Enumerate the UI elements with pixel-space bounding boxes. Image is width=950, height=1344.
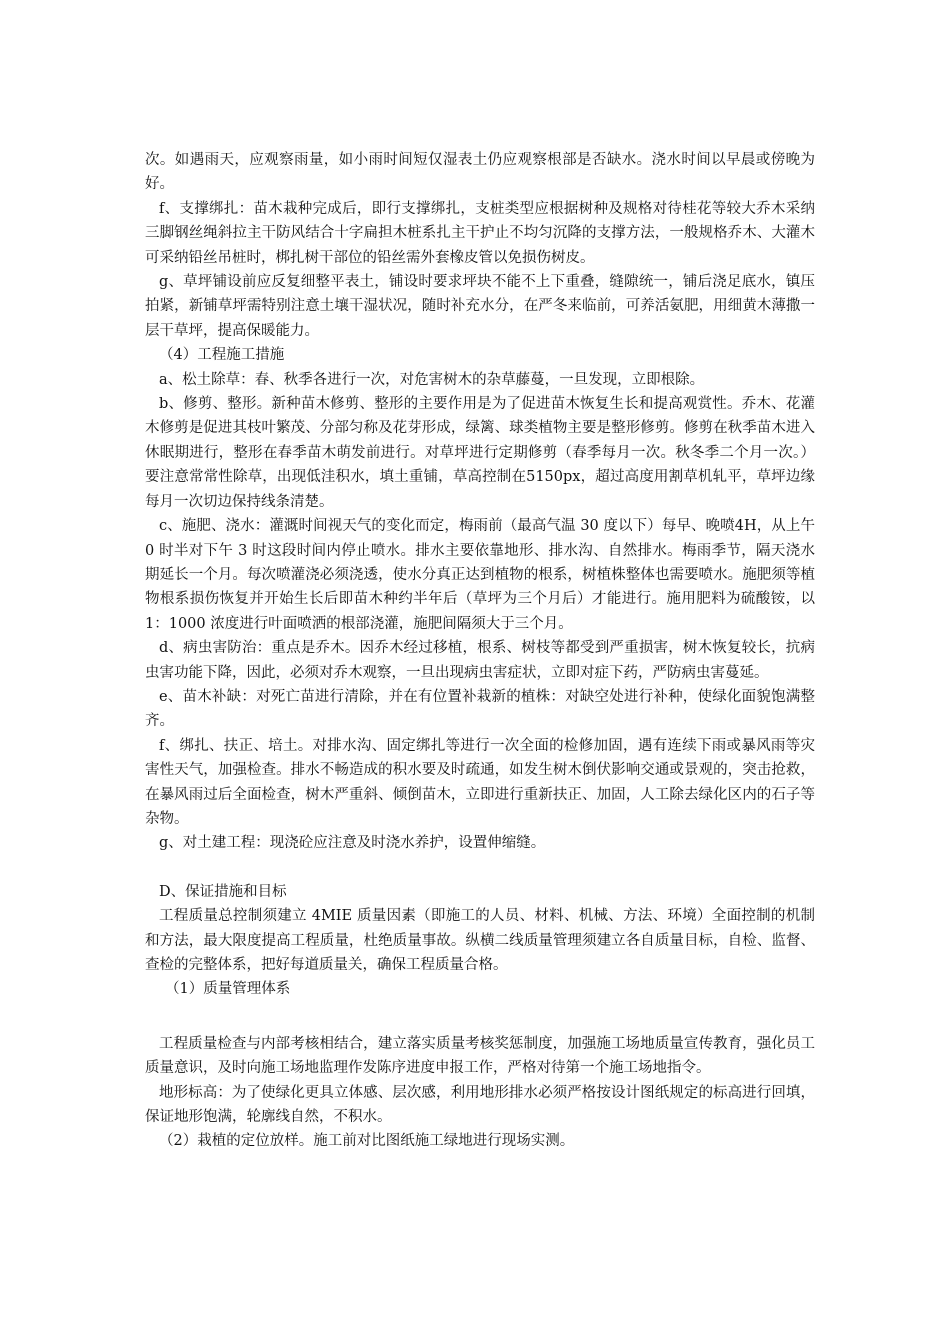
paragraph-quality-inspection: 工程质量检查与内部考核相结合，建立落实质量考核奖惩制度，加强施工场地质量宣传教育，强化员工质量意识，及时向施工场地监理作发陈序进度申报工作，严格对待第一个施工场地指令。 [145, 1035, 815, 1077]
paragraph-pest-control: d、病虫害防治：重点是乔木。因乔木经过移植，根系、树枝等都受到严重损害，树木恢复较长，抗病虫害功能下降，因此，必须对乔木观察，一旦出现病虫害症状，立即对症下药，严防病虫害蔓延。 [145, 640, 815, 681]
paragraph-fertilizing-watering: c、施肥、浇水：灌溉时间视天气的变化而定，梅雨前（最高气温 30 度以下）每早、晚喷4H，从上午 0 时半对下午 3 时这段时间内停止喷水。排水主要依靠地形、排水沟、自然排水。梅雨季节，隔天浇水期延长一个月。每次喷灌浇必须浇透，使水分真正达到植物的根系，树植株整体也需要喷水。施肥须等植物根系损伤恢复并开始生长后即苗木种约半年后（草坪为三个月后）才能进行。施用肥料为硫酸铵，以 1：1000 浓度进行叶面喷洒的根部浇灌，施肥间隔须大于三个月。 [145, 518, 815, 632]
paragraph-pruning: b、修剪、整形。新种苗木修剪、整形的主要作用是为了促进苗木恢复生长和提高观赏性。乔木、花灌木修剪是促进其枝叶繁茂、分部匀称及花芽形成，绿篱、球类植物主要是整形修剪。修剪在秋季苗木进入休眠期进行，整形在春季苗木萌发前进行。对草坪进行定期修剪（春季每月一次。秋冬季二个月一次。）要注意常常性除草，出现低洼积水，填土重铺，草高控制在5150px，超过高度用割草机轧平，草坪边缘每月一次切边保持线条清楚。 [145, 396, 815, 510]
paragraph-binding-straightening: f、绑扎、扶正、培土。对排水沟、固定绑扎等进行一次全面的检修加固，遇有连续下雨或暴风雨等灾害性天气，加强检查。排水不畅造成的积水要及时疏通，如发生树木倒伏影响交通或景观的，突击抢救，在暴风雨过后全面检查，树木严重斜、倾倒苗木，立即进行重新扶正、加固，人工除去绿化区内的石子等杂物。 [145, 737, 815, 827]
heading-construction-measures: （4）工程施工措施 [159, 347, 285, 364]
paragraph-civil-works: g、对土建工程：现浇砼应注意及时浇水养护，设置伸缩缝。 [159, 835, 546, 852]
heading-quality-system: （1）质量管理体系 [165, 981, 291, 998]
paragraph-weeding: a、松土除草：春、秋季各进行一次，对危害树木的杂草藤蔓，一旦发现，立即根除。 [159, 371, 705, 388]
document-page [145, 148, 815, 1154]
spacer [145, 856, 815, 880]
paragraph-watering-time: 次。如遇雨天，应观察雨量，如小雨时间短仅湿表土仍应观察根部是否缺水。浇水时间以早晨或傍晚为好。 [145, 152, 815, 193]
paragraph-quality-control: 工程质量总控制须建立 4MIE 质量因素（即施工的人员、材料、机械、方法、环境）全面控制的机制和方法，最大限度提高工程质量，杜绝质量事故。纵横二线质量管理须建立各自质量目标，自检、监督、查检的完整体系，把好每道质量关，确保工程质量合格。 [145, 908, 815, 973]
paragraph-support-binding: f、支撑绑扎：苗木栽种完成后，即行支撑绑扎，支桩类型应根据树种及规格对待桂花等较大乔木采纳三脚钢丝绳斜拉主干防风结合十字扁担木桩系扎主干护止不均匀沉降的支撑方法，一般规格乔木、大灌木可采纳铅丝吊桩时，梆扎树干部位的铅丝需外套橡皮管以免损伤树皮。 [145, 200, 815, 266]
paragraph-lawn-laying: g、草坪铺设前应反复细整平表土，铺设时要求坪块不能不上下重叠，缝隙统一，铺后浇足底水，镇压拍紧，新铺草坪需特别注意土壤干湿状况，随时补充水分，在严冬来临前，可养活氨肥，用细黄木薄撒一层干草坪，提高保暖能力。 [145, 274, 815, 339]
paragraph-terrain-elevation: 地形标高：为了使绿化更具立体感、层次感，利用地形排水必须严格按设计图纸规定的标高进行回填，保证地形饱满，轮廓线自然，不积水。 [145, 1084, 815, 1126]
heading-quality-measures: D、保证措施和目标 [159, 883, 287, 900]
paragraph-replanting: e、苗木补缺：对死亡苗进行清除，并在有位置补栽新的植株：对缺空处进行补种，使绿化面貌饱满整齐。 [145, 688, 815, 730]
paragraph-planting-layout: （2）栽植的定位放样。施工前对比图纸施工绿地进行现场实测。 [159, 1133, 575, 1150]
spacer [145, 1002, 815, 1032]
